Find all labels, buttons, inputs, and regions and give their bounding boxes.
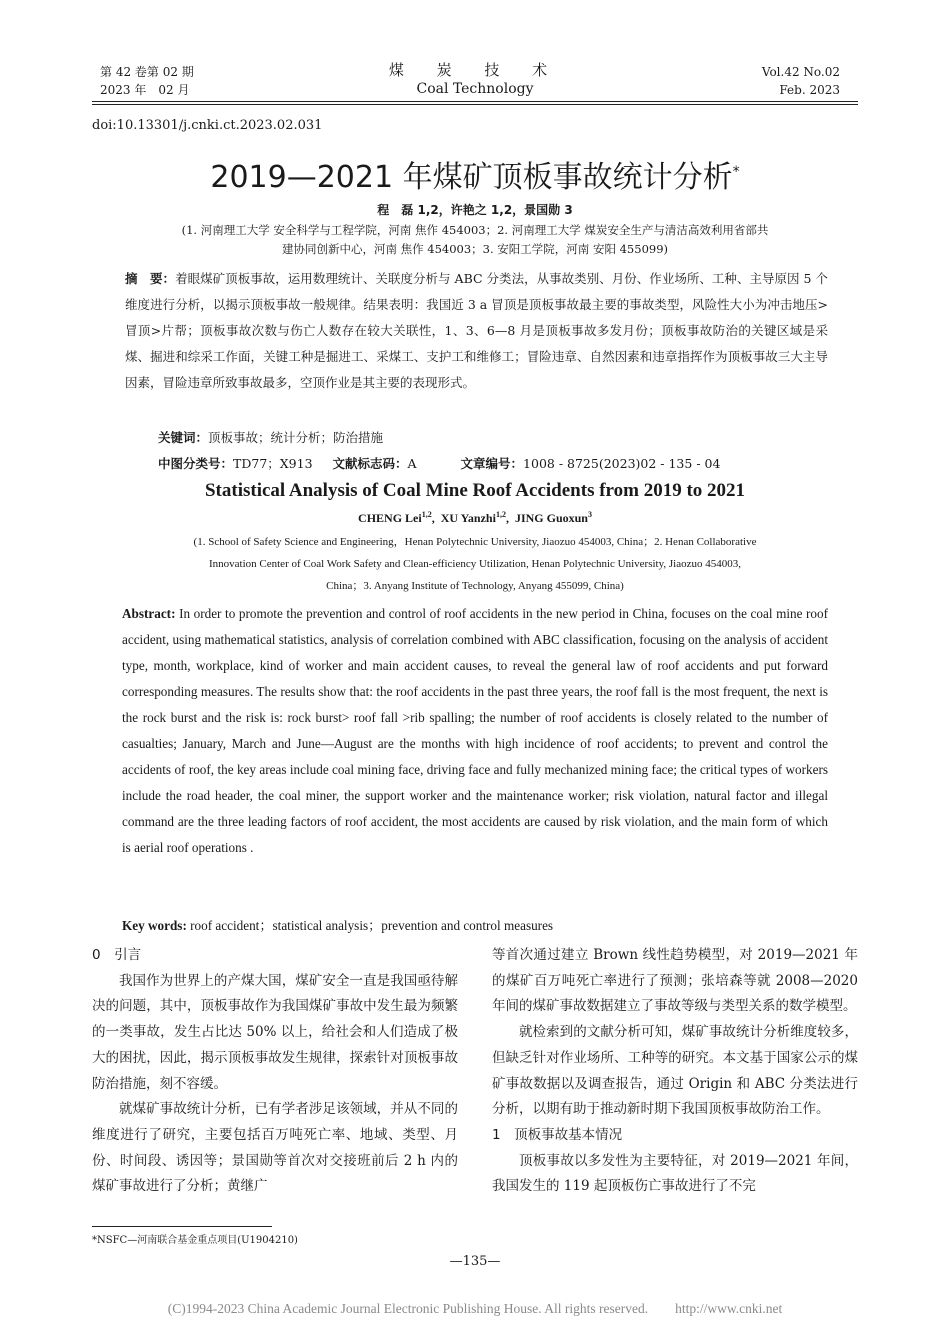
affiliations-cn: [92, 221, 858, 259]
section-heading-basic-situation: 1 顶板事故基本情况: [492, 1126, 623, 1143]
title-cn-text: 2019—2021 年煤矿顶板事故统计分析: [210, 160, 733, 195]
abstract-en: [122, 601, 828, 861]
affiliation-en-line: (1. School of Safety Science and Engineering，Henan Polytechnic University, Jiaozuo 454003, China；2. Henan Collaborative: [193, 536, 757, 548]
journal-name-cn: 煤 炭 技 术: [388, 61, 562, 79]
doc-code-label: 文献标志码：: [332, 456, 408, 471]
header-volume-en-line: Vol.42 No.02: [761, 65, 840, 79]
header-volume: [100, 63, 194, 99]
clc-label: 中图分类号：: [158, 456, 234, 471]
affiliations-en: [92, 531, 858, 597]
body-column-right: [492, 943, 858, 1200]
keywords-cn-label: 关键词：: [158, 430, 209, 445]
author-en-name: CHENG Lei: [358, 511, 422, 525]
author-en-sup: 1,2: [495, 510, 506, 519]
header-volume-line: 第 42 卷第 02 期: [100, 65, 194, 79]
body-paragraph: 就煤矿事故统计分析，已有学者涉足该领域，并从不同的维度进行了研究，主要包括百万吨死亡率、地域、类型、月份、时间段、诱因等；景国勋等首次对交接班前后 2 h 内的煤矿事故进行了分析；黄继广: [92, 1101, 458, 1195]
journal-name-en: Coal Technology: [416, 81, 534, 97]
abstract-cn-text: 着眼煤矿顶板事故，运用数理统计、关联度分析与 ABC 分类法，从事故类别、月份、作业场所、工种、主导原因 5 个维度进行分析，以揭示顶板事故一般规律。结果表明：我国近 3 a 冒顶是顶板事故最主要的事故类型，风险性大小为冲击地压>冒顶>片帮；顶板事故次数与伤亡人数存在较大关联性，1、3、6—8 月是顶板事故多发月份；顶板事故防治的关键区域是采煤、掘进和综采工作面，关键工种是掘进工、采煤工、支护工和维修工；冒险违章、自然因素和违章指挥作为顶板事故三大主导因素，冒险违章所致事故最多，空顶作业是其主要的表现形式。: [125, 271, 828, 390]
title-footnote-mark: *: [732, 164, 740, 180]
keywords-cn: [158, 428, 383, 448]
affiliation-cn-line: (1. 河南理工大学 安全科学与工程学院，河南 焦作 454003；2. 河南理工大学 煤炭安全生产与清洁高效利用省部共: [181, 223, 769, 237]
title-en: Statistical Analysis of Coal Mine Roof Accidents from 2019 to 2021: [204, 480, 746, 501]
body-paragraph: 等首次通过建立 Brown 线性趋势模型，对 2019—2021 年的煤矿百万吨死亡率进行了预测；张培森等就 2008—2020 年间的煤矿事故数据建立了事故等级与类型关系的数学模型。: [492, 947, 858, 1015]
footnote-rule: [92, 1226, 272, 1227]
section-heading-introduction: 0 引言: [92, 947, 142, 963]
keywords-cn-text: 顶板事故；统计分析；防治措施: [208, 430, 384, 445]
doi: doi:10.13301/j.cnki.ct.2023.02.031: [92, 118, 323, 133]
body-column-left: [92, 943, 458, 1200]
article-number-label: 文章编号：: [460, 456, 524, 471]
keywords-en: [122, 913, 828, 939]
abstract-en-label: Abstract:: [122, 606, 176, 621]
author-en-sup: 3: [587, 510, 592, 519]
author-en-sup: 1,2: [421, 510, 432, 519]
affiliation-en-line: Innovation Center of Coal Work Safety and Clean-efficiency Utilization, Henan Polytechnic University, Jiaozuo 454003,: [209, 558, 741, 570]
doc-code-value: A: [407, 456, 417, 471]
body-paragraph: 就检索到的文献分析可知，煤矿事故统计分析维度较多，但缺乏针对作业场所、工种等的研究。本文基于国家公示的煤矿事故数据以及调查报告，通过 Origin 和 ABC 分类法进行分析，以期有助于推动新时期下我国顶板事故防治工作。: [492, 1024, 858, 1118]
header-rule: [92, 101, 858, 102]
header-date-line: 2023 年 02 月: [100, 83, 190, 97]
abstract-cn: [125, 266, 828, 396]
authors-cn: 程 磊 1,2，许艳之 1,2，景国勋 3: [377, 203, 573, 217]
abstract-cn-label: 摘 要：: [125, 271, 176, 286]
body-paragraph: 顶板事故以多发性为主要特征，对 2019—2021 年间，我国发生的 119 起顶板伤亡事故进行了不完: [492, 1152, 858, 1195]
affiliation-cn-line: 建协同创新中心，河南 焦作 454003；3. 安阳工学院，河南 安阳 455099): [281, 242, 669, 256]
abstract-en-text: In order to promote the prevention and control of roof accidents in the new period in China, focuses on the coal mine roof accident, using mathematical statistics, analysis of correlation combined with ABC classification, focusing on the analysis of accident type, month, workplace, kind of worker and main accident causes, to reveal the general law of roof accidents and put forward corresponding measures. The results show that: the roof accidents in the past three years, the roof fall is the most frequent, the next is the rock burst and the risk is: rock burst> roof fall >rib spalling; the number of roof accidents is closely related to the number of casualties; January, March and June—August are the months with high incidence of roof accidents; to prevent and control the accidents of roof, the key areas include coal mining face, driving face and fully mechanized mining face; the critical types of workers include the road header, the coal miner, the support worker and the maintenance worker; risk violation, natural factor and illegal command are the three leading factors of roof accident, the most accidents are caused by risk violation, and the main form of which is aerial roof operations .: [122, 606, 829, 855]
header-volume-en: [762, 63, 840, 99]
journal-name: [325, 60, 625, 98]
clc-value: TD77；X913: [233, 456, 313, 471]
author-en-name: JING Guoxun: [514, 511, 588, 525]
keywords-en-text: roof accident；statistical analysis；prevention and control measures: [190, 918, 554, 933]
article-number-value: 1008 - 8725(2023)02 - 135 - 04: [523, 456, 721, 471]
header-rule-2: [92, 104, 858, 105]
body-paragraph: 我国作为世界上的产煤大国，煤矿安全一直是我国亟待解决的问题，其中，顶板事故作为我国煤矿事故中发生最为频繁的一类事故，发生占比达 50% 以上，给社会和人们造成了极大的困扰，因此，揭示顶板事故发生规律，探索针对顶板事故防治措施，刻不容缓。: [92, 972, 458, 1092]
footnote: *NSFC—河南联合基金重点项目(U1904210): [92, 1235, 298, 1246]
authors-en: CHENG Lei$^{1,2}$, XU Yanzhi$^{1,2}$, JING Guoxun$^3$: [358, 510, 592, 525]
header-date-en-line: Feb. 2023: [779, 83, 840, 97]
affiliation-en-line: China；3. Anyang Institute of Technology, Anyang 455099, China): [326, 580, 624, 592]
page-number: —135—: [449, 1254, 501, 1269]
keywords-en-label: Key words:: [122, 918, 187, 933]
copyright-notice: (C)1994-2023 China Academic Journal Electronic Publishing House. All rights reserved. http://www.cnki.net: [167, 1301, 783, 1316]
title-cn: [0, 152, 950, 196]
classification-line: [158, 454, 838, 474]
author-en-name: XU Yanzhi: [440, 511, 496, 525]
